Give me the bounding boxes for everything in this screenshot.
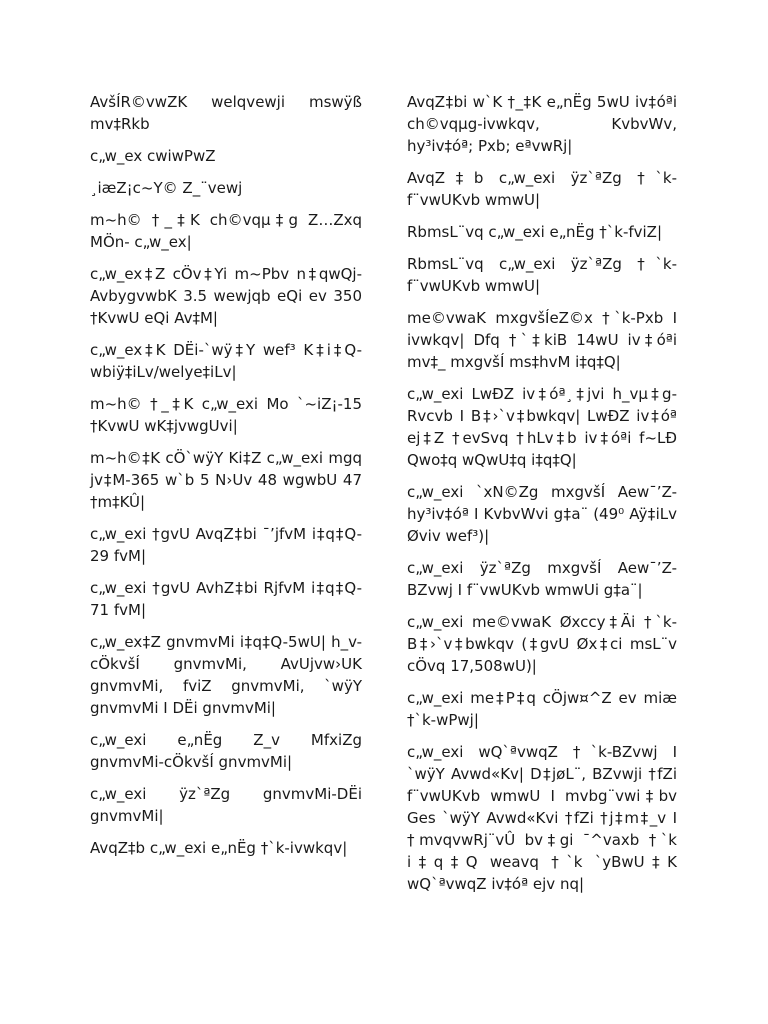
- paragraph: AvqZ‡bi w`K †_‡K e„nËg 5wU iv‡óªi ch©vqµg-ivwkqv, KvbvWv, hy³iv‡óª; Pxb; eªvwRj|: [407, 93, 677, 155]
- paragraph: AvqZ‡b c„w_exi ÿz`ªZg †`k-f¨vwUKvb wmwU|: [407, 169, 677, 209]
- paragraph: c„w_exi ÿz`ªZg mxgvšÍ Aew¯’Z-BZvwj I f¨vwUKvb wmwUi g‡a¨|: [407, 559, 677, 599]
- paragraph: RbmsL¨vq c„w_exi ÿz`ªZg †`k-f¨vwUKvb wmwU|: [407, 255, 677, 295]
- paragraph: c„w_ex cwiwPwZ: [90, 147, 216, 165]
- paragraph: AvšÍR©vwZK welqvewji mswÿß mv‡Rkb: [90, 93, 362, 133]
- paragraph: c„w_exi LwÐZ iv‡óª¸‡jvi h_vµ‡g- Rvcvb I B‡›`v‡bwkqv| LwÐZ iv‡óª ej‡Z †evSvq †hLv‡b iv‡óªi f~LÐ Qwo‡q wQwU‡q i‡q‡Q|: [407, 385, 677, 469]
- paragraph: c„w_exi ÿz`ªZg gnvmvMi-DËi gnvmvMi|: [90, 785, 362, 825]
- paragraph: m~h© †_‡K ch©vqµ‡g Z…Zxq MÖn- c„w_ex|: [90, 211, 362, 251]
- left-column: [90, 91, 362, 869]
- paragraph: c„w_exi me©vwaK Øxccy‡Äi †`k-B‡›`v‡bwkqv (‡gvU Øx‡ci msL¨v cÖvq 17,508wU)|: [407, 613, 677, 675]
- paragraph: c„w_exi wQ`ªvwqZ †`k-BZvwj I `wÿY Avwd«Kv| D‡jøL¨, BZvwji †fZi f¨vwUKvb wmwU I mvbg¨vwi‡bv Ges `wÿY Avwd«Kvi †fZi †j‡m‡_v I †mvqvwRj¨vÛ bv‡gi ¯^vaxb †`k i‡q‡Q weavq †`k `yBwU‡K wQ`ªvwqZ iv‡óª ejv nq|: [407, 743, 677, 893]
- paragraph: c„w_exi me‡P‡q cÖjw¤^Z ev miæ †`k-wPwj|: [407, 689, 677, 729]
- paragraph: c„w_exi e„nËg Z_v MfxiZg gnvmvMi-cÖkvšÍ gnvmvMi|: [90, 731, 362, 771]
- paragraph: c„w_exi `xN©Zg mxgvšÍ Aew¯’Z-hy³iv‡óª I KvbvWvi g‡a¨ (49⁰ Aÿ‡iLv Øviv wef³)|: [407, 483, 677, 545]
- paragraph: AvqZ‡b c„w_exi e„nËg †`k-ivwkqv|: [90, 839, 348, 857]
- right-column: [407, 91, 677, 905]
- paragraph: m~h©‡K cÖ`wÿY Ki‡Z c„w_exi mgq jv‡M-365 w`b 5 N›Uv 48 wgwbU 47 †m‡KÛ|: [90, 449, 362, 511]
- paragraph: me©vwaK mxgvšÍeZ©x †`k-Pxb I ivwkqv| Dfq †`‡kiB 14wU iv‡óªi mv‡_ mxgvšÍ ms‡hvM i‡q‡Q|: [407, 309, 677, 371]
- paragraph: RbmsL¨vq c„w_exi e„nËg †`k-fviZ|: [407, 223, 663, 241]
- paragraph: c„w_ex‡K DËi-`wÿ‡Y wef³ K‡i‡Q-wbiÿ‡iLv/welye‡iLv|: [90, 341, 362, 381]
- paragraph: m~h© †_‡K c„w_exi Mo `~iZ¡-15 †KvwU wK‡jvwgUvi|: [90, 395, 362, 435]
- paragraph: c„w_exi †gvU AvhZ‡bi RjfvM i‡q‡Q-71 fvM|: [90, 579, 362, 619]
- paragraph: c„w_ex‡Z gnvmvMi i‡q‡Q-5wU| h_v- cÖkvšÍ gnvmvMi, AvUjvw›UK gnvmvMi, fviZ gnvmvMi, `wÿY gnvmvMi I DËi gnvmvMi|: [90, 633, 362, 717]
- paragraph: ¸iæZ¡c~Y© Z_¨vewj: [90, 179, 243, 197]
- paragraph: c„w_ex‡Z cÖv‡Yi m~Pbv n‡qwQj- AvbygvwbK 3.5 wewjqb eQi ev 350 †KvwU eQi Av‡M|: [90, 265, 362, 327]
- paragraph: c„w_exi †gvU AvqZ‡bi ¯’jfvM i‡q‡Q-29 fvM|: [90, 525, 362, 565]
